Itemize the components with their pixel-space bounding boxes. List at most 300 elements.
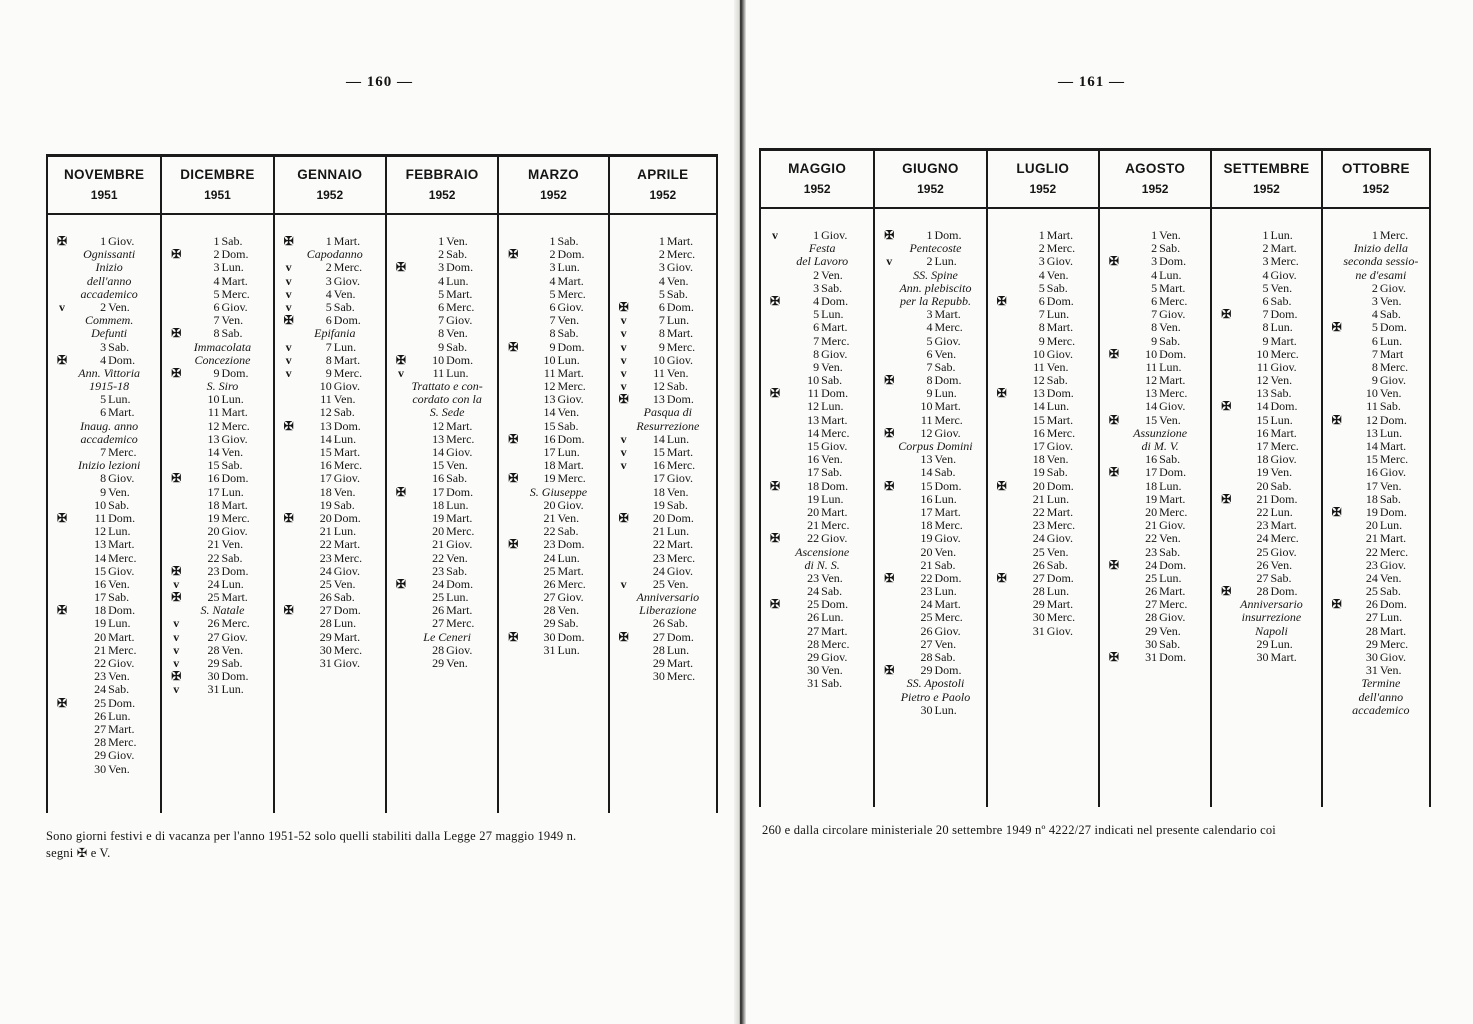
day-row xyxy=(1100,400,1210,413)
weekday: Mart. xyxy=(666,537,694,552)
day-number: 25 xyxy=(432,590,445,605)
weekday: Ven. xyxy=(821,570,843,585)
weekday: Mart. xyxy=(1379,623,1407,638)
weekday: Merc. xyxy=(1046,241,1076,256)
holiday-note: Inizio xyxy=(95,260,123,275)
weekday: Lun. xyxy=(1046,584,1070,599)
vacation-marker: v xyxy=(620,365,627,380)
weekday: Dom. xyxy=(333,510,361,525)
day-row xyxy=(48,538,160,551)
day-number: 31 xyxy=(807,676,820,691)
day-number: 29 xyxy=(652,656,665,670)
day-number: 2 xyxy=(813,267,820,282)
cross-holiday-icon: ✠ xyxy=(1331,320,1342,335)
weekday: Ven. xyxy=(108,761,130,776)
holiday-note: insurrezione xyxy=(1241,610,1302,625)
day-number: 2 xyxy=(926,254,933,269)
weekday: Giov. xyxy=(821,439,848,453)
weekday: Dom. xyxy=(666,629,694,644)
day-number: 29 xyxy=(1145,623,1158,638)
day-row xyxy=(761,466,873,479)
day-number: 25 xyxy=(94,695,107,710)
weekday: Ven. xyxy=(221,445,244,459)
weekday: Merc. xyxy=(1159,386,1188,401)
weekday: Sab. xyxy=(1046,280,1068,295)
weekday: Lun. xyxy=(821,610,844,625)
weekday: Sab. xyxy=(1159,636,1181,651)
day-number: 27 xyxy=(920,636,933,651)
day-row xyxy=(1100,255,1210,268)
footer-line-2: segni ✠ e V. xyxy=(46,846,111,860)
day-number: 8 xyxy=(1038,320,1045,335)
day-number: 22 xyxy=(652,537,665,552)
day-row xyxy=(162,552,272,565)
day-row xyxy=(610,288,716,301)
month-name: APRILE xyxy=(637,167,689,182)
weekday: Giov. xyxy=(1046,531,1074,546)
day-number: 10 xyxy=(807,373,820,388)
weekday: Sab. xyxy=(934,359,956,374)
day-number: 18 xyxy=(543,458,556,473)
weekday: Lun. xyxy=(1270,412,1293,427)
day-number: 5 xyxy=(1038,280,1045,295)
day-number: 4 xyxy=(213,273,220,288)
day-number: 24 xyxy=(1256,531,1269,546)
weekday: Dom. xyxy=(221,365,249,380)
day-row xyxy=(275,552,385,565)
day-number: 17 xyxy=(319,471,332,486)
weekday: Merc. xyxy=(333,550,363,565)
holiday-note: 1915-18 xyxy=(89,379,130,394)
day-row xyxy=(499,472,607,485)
day-number: 16 xyxy=(319,458,332,473)
weekday: Merc. xyxy=(666,247,696,262)
day-row xyxy=(875,321,985,334)
day-number: 14 xyxy=(543,405,556,420)
weekday: Lun. xyxy=(221,484,244,499)
day-number: 2 xyxy=(325,260,332,275)
cross-holiday-icon: ✠ xyxy=(171,365,182,380)
weekday: Dom. xyxy=(934,663,962,678)
day-row xyxy=(48,499,160,512)
day-number: 17 xyxy=(1032,439,1045,453)
month-name: DICEMBRE xyxy=(180,167,255,182)
day-number: 4 xyxy=(1371,307,1378,322)
day-row xyxy=(48,683,160,696)
day-number: 15 xyxy=(1256,412,1269,427)
day-number: 30 xyxy=(1145,636,1158,651)
weekday: Merc. xyxy=(557,576,586,591)
day-row xyxy=(499,420,607,433)
month-header xyxy=(387,157,497,215)
weekday: Giov. xyxy=(821,531,848,546)
day-number: 4 xyxy=(1151,267,1158,282)
day-number: 3 xyxy=(1371,293,1378,308)
cross-holiday-icon: ✠ xyxy=(1331,412,1342,427)
cross-holiday-icon: ✠ xyxy=(283,234,294,248)
weekday: Giov. xyxy=(821,650,848,664)
day-row xyxy=(275,565,385,578)
weekday: Giov. xyxy=(1379,465,1407,480)
day-number: 30 xyxy=(652,669,665,684)
day-row xyxy=(48,354,160,367)
cross-holiday-icon: ✠ xyxy=(769,478,781,493)
day-number: 27 xyxy=(1256,570,1269,585)
day-number: 17 xyxy=(1365,478,1378,493)
weekday: Merc. xyxy=(934,412,963,427)
day-number: 8 xyxy=(926,373,933,388)
day-number: 14 xyxy=(1032,399,1045,414)
day-number: 8 xyxy=(1371,359,1378,374)
weekday: Ven. xyxy=(1270,557,1293,572)
holiday-note: dell'anno xyxy=(86,273,132,288)
day-number: 12 xyxy=(94,524,107,539)
day-list xyxy=(48,215,160,776)
weekday: Merc. xyxy=(1046,610,1076,625)
month-year: 1952 xyxy=(428,188,456,202)
day-number: 27 xyxy=(207,629,220,644)
weekday: Mart. xyxy=(934,307,961,322)
day-number: 3 xyxy=(100,339,107,354)
day-number: 13 xyxy=(543,392,556,407)
weekday: Lun. xyxy=(108,708,131,723)
weekday: Sab. xyxy=(666,286,688,301)
weekday: Dom. xyxy=(446,576,474,591)
day-row xyxy=(499,275,607,288)
day-number: 24 xyxy=(432,576,445,591)
day-row xyxy=(499,644,607,657)
weekday: Ven. xyxy=(821,359,843,374)
day-number: 28 xyxy=(543,603,556,618)
weekday: Sab. xyxy=(1270,570,1292,585)
day-number: 8 xyxy=(549,326,556,341)
weekday: Giov. xyxy=(333,379,361,394)
weekday: Sab. xyxy=(1270,386,1292,401)
weekday: Lun. xyxy=(1270,320,1293,335)
weekday: Ven. xyxy=(557,313,580,328)
day-row xyxy=(610,354,716,367)
vacation-marker: v xyxy=(620,313,627,328)
day-number: 17 xyxy=(94,590,107,605)
day-number: 7 xyxy=(213,313,220,328)
day-list xyxy=(275,215,385,670)
day-row xyxy=(988,335,1098,348)
weekday: Mart. xyxy=(333,445,361,459)
weekday: Merc. xyxy=(108,550,137,565)
day-row xyxy=(875,335,985,348)
day-number: 16 xyxy=(807,452,820,467)
weekday: Dom. xyxy=(557,431,585,446)
weekday: Giov. xyxy=(333,656,361,670)
day-number: 14 xyxy=(432,445,445,459)
day-number: 24 xyxy=(207,576,220,591)
day-number: 25 xyxy=(319,576,332,591)
day-number: 6 xyxy=(1151,293,1158,308)
day-number: 2 xyxy=(1371,280,1378,295)
weekday: Lun. xyxy=(221,682,244,697)
cross-holiday-icon: ✠ xyxy=(769,531,781,546)
day-row xyxy=(162,261,272,274)
cross-holiday-icon: ✠ xyxy=(508,629,519,644)
day-number: 19 xyxy=(807,491,820,506)
weekday: Merc. xyxy=(1046,425,1076,440)
day-number: 21 xyxy=(1256,491,1269,506)
weekday: Dom. xyxy=(934,570,962,585)
weekday: Dom. xyxy=(446,260,474,275)
day-number: 21 xyxy=(207,537,220,552)
day-number: 4 xyxy=(658,273,665,288)
cross-holiday-icon: ✠ xyxy=(508,471,519,486)
weekday: Ven. xyxy=(333,392,356,407)
day-row xyxy=(275,617,385,630)
day-number: 14 xyxy=(920,465,933,480)
weekday: Lun. xyxy=(446,497,469,512)
weekday: Giov. xyxy=(1379,557,1407,572)
day-list xyxy=(610,215,716,683)
day-number: 1 xyxy=(813,228,820,242)
day-row xyxy=(610,538,716,551)
day-number: 28 xyxy=(1365,623,1378,638)
day-number: 5 xyxy=(1371,320,1378,335)
weekday: Giov. xyxy=(821,346,848,361)
day-row xyxy=(761,677,873,690)
weekday: Lun. xyxy=(1270,636,1293,651)
weekday: Giov. xyxy=(934,333,961,348)
day-row xyxy=(1323,282,1429,295)
day-row xyxy=(1100,559,1210,572)
month-name: FEBBRAIO xyxy=(405,167,479,182)
weekday: Ven. xyxy=(108,669,130,684)
day-number: 5 xyxy=(926,333,933,348)
holiday-note: Pentecoste xyxy=(909,241,962,256)
weekday: Sab. xyxy=(333,299,355,314)
cross-holiday-icon: ✠ xyxy=(769,597,781,612)
day-number: 18 xyxy=(807,478,820,493)
holiday-note: Commem. xyxy=(84,313,134,328)
day-number: 3 xyxy=(213,260,220,275)
weekday: Mart. xyxy=(1046,320,1074,335)
cross-holiday-icon: ✠ xyxy=(395,352,406,367)
weekday: Dom. xyxy=(821,597,849,612)
month-column xyxy=(608,157,718,813)
weekday: Mart. xyxy=(1159,280,1186,295)
weekday: Sab. xyxy=(1379,491,1401,506)
day-row xyxy=(875,400,985,413)
weekday: Lun. xyxy=(333,431,357,446)
holiday-note: Immacolata xyxy=(193,339,252,354)
day-row xyxy=(1323,625,1429,638)
holiday-note: Anniversario xyxy=(1240,597,1303,612)
vacation-marker: v xyxy=(285,299,292,314)
day-number: 4 xyxy=(438,273,445,288)
day-number: 27 xyxy=(652,629,665,644)
holiday-note: ne d'esami xyxy=(1355,267,1407,282)
holiday-note: Ognissanti xyxy=(83,247,136,262)
day-row xyxy=(875,480,985,493)
vacation-marker: v xyxy=(285,352,292,367)
day-row xyxy=(275,288,385,301)
day-row xyxy=(610,341,716,354)
day-number: 23 xyxy=(1032,518,1045,533)
day-row xyxy=(988,611,1098,624)
weekday: Dom. xyxy=(1046,293,1074,308)
weekday: Ven. xyxy=(1159,228,1181,242)
day-row xyxy=(1323,546,1429,559)
holiday-note: dell'anno xyxy=(1358,689,1404,704)
weekday: Merc. xyxy=(333,458,363,473)
calendar-table-left xyxy=(46,154,718,813)
day-row xyxy=(1100,611,1210,624)
day-number: 22 xyxy=(1365,544,1378,559)
weekday: Ven. xyxy=(557,603,580,618)
month-header xyxy=(48,157,160,215)
day-number: 27 xyxy=(807,623,820,638)
weekday: Mart. xyxy=(1159,373,1186,388)
cross-holiday-icon: ✠ xyxy=(171,669,182,684)
day-number: 18 xyxy=(1256,452,1269,467)
weekday: Dom. xyxy=(821,293,849,308)
weekday: Sab. xyxy=(557,524,579,539)
day-number: 2 xyxy=(658,247,665,262)
day-row xyxy=(875,611,985,624)
day-row xyxy=(162,288,272,301)
day-number: 24 xyxy=(652,563,665,578)
weekday: Merc. xyxy=(557,286,586,301)
weekday: Lun. xyxy=(557,642,580,657)
day-number: 9 xyxy=(926,386,933,401)
day-number: 1 xyxy=(438,234,445,248)
day-number: 5 xyxy=(438,286,445,301)
vacation-marker: v xyxy=(620,458,627,473)
day-row xyxy=(162,486,272,499)
weekday: Lun. xyxy=(934,491,957,506)
day-number: 12 xyxy=(1145,373,1158,388)
weekday: Dom. xyxy=(333,313,361,328)
day-number: 17 xyxy=(207,484,220,499)
weekday: Giov. xyxy=(666,471,694,486)
cross-holiday-icon: ✠ xyxy=(283,510,294,525)
day-number: 25 xyxy=(1256,544,1269,559)
day-list xyxy=(875,209,985,717)
weekday: Giov. xyxy=(557,299,584,314)
footer-note-left xyxy=(46,828,726,862)
weekday: Merc. xyxy=(333,260,363,275)
day-row xyxy=(499,565,607,578)
holiday-note: Anniversario xyxy=(636,590,700,605)
day-number: 23 xyxy=(94,669,107,684)
holiday-note: Inizio della xyxy=(1353,241,1408,256)
weekday: Lun. xyxy=(333,339,357,354)
day-row xyxy=(610,327,716,340)
day-number: 25 xyxy=(1365,584,1378,599)
day-number: 5 xyxy=(100,392,107,407)
weekday: Ven. xyxy=(446,234,468,248)
day-row xyxy=(499,327,607,340)
weekday: Giov. xyxy=(1270,544,1297,559)
month-column xyxy=(986,151,1098,807)
weekday: Sab. xyxy=(1046,465,1068,480)
weekday: Sab. xyxy=(821,676,843,691)
weekday: Ven. xyxy=(934,452,957,467)
footer-note-right: 260 e dalla circolare ministeriale 20 settembre 1949 nº 4222/27 indicati nel presente calendario coi xyxy=(762,823,1276,837)
weekday: Ven. xyxy=(1046,267,1069,282)
cross-holiday-icon: ✠ xyxy=(395,260,406,275)
day-number: 5 xyxy=(549,286,556,301)
weekday: Lun. xyxy=(1159,478,1182,493)
day-number: 16 xyxy=(1145,452,1158,467)
weekday: Mart. xyxy=(108,405,135,420)
day-number: 20 xyxy=(920,544,933,559)
month-year: 1952 xyxy=(917,182,944,196)
vacation-marker: v xyxy=(620,352,627,367)
day-row xyxy=(610,617,716,630)
day-row xyxy=(387,499,497,512)
weekday: Mart. xyxy=(557,365,584,380)
day-number: 28 xyxy=(652,642,665,657)
day-number: 6 xyxy=(438,299,445,314)
weekday: Sab. xyxy=(333,405,355,420)
day-number: 30 xyxy=(1032,610,1045,625)
weekday: Lun. xyxy=(1270,228,1293,242)
weekday: Dom. xyxy=(1159,557,1187,572)
day-row xyxy=(162,420,272,433)
month-name: OTTOBRE xyxy=(1341,161,1410,176)
day-row xyxy=(988,625,1098,638)
day-number: 12 xyxy=(207,418,220,433)
weekday: Merc. xyxy=(221,286,250,301)
day-number: 21 xyxy=(807,518,820,533)
weekday: Ven. xyxy=(446,326,468,341)
day-number: 16 xyxy=(1032,425,1045,440)
day-number: 14 xyxy=(807,425,820,440)
weekday: Dom. xyxy=(221,471,249,486)
weekday: Mart. xyxy=(934,597,961,612)
day-number: 12 xyxy=(1365,412,1378,427)
weekday: Dom. xyxy=(821,478,849,493)
day-number: 26 xyxy=(319,590,332,605)
month-column xyxy=(46,157,160,813)
day-row xyxy=(162,538,272,551)
day-number: 31 xyxy=(1365,663,1378,678)
day-number: 21 xyxy=(94,642,107,657)
cross-holiday-icon: ✠ xyxy=(508,431,519,446)
day-number: 26 xyxy=(1256,557,1269,572)
day-row xyxy=(1212,651,1320,664)
day-row xyxy=(1100,480,1210,493)
weekday: Mart. xyxy=(1046,228,1074,242)
day-row xyxy=(988,532,1098,545)
weekday: Merc. xyxy=(446,524,475,539)
day-number: 11 xyxy=(920,412,933,427)
holiday-note: per la Repubb. xyxy=(899,293,971,308)
day-number: 20 xyxy=(94,629,107,644)
day-number: 13 xyxy=(1032,386,1045,401)
cross-holiday-icon: ✠ xyxy=(884,373,895,388)
weekday: Sab. xyxy=(108,339,130,354)
day-number: 16 xyxy=(920,491,933,506)
day-number: 18 xyxy=(1365,491,1378,506)
vacation-marker: v xyxy=(173,576,180,591)
day-number: 3 xyxy=(1262,254,1269,269)
day-row xyxy=(275,420,385,433)
day-row xyxy=(499,341,607,354)
weekday: Sab. xyxy=(221,550,243,565)
weekday: Mart. xyxy=(446,286,473,301)
day-list xyxy=(988,209,1098,638)
day-number: 30 xyxy=(94,761,107,776)
weekday: Giov. xyxy=(666,563,694,578)
day-number: 6 xyxy=(325,313,332,328)
